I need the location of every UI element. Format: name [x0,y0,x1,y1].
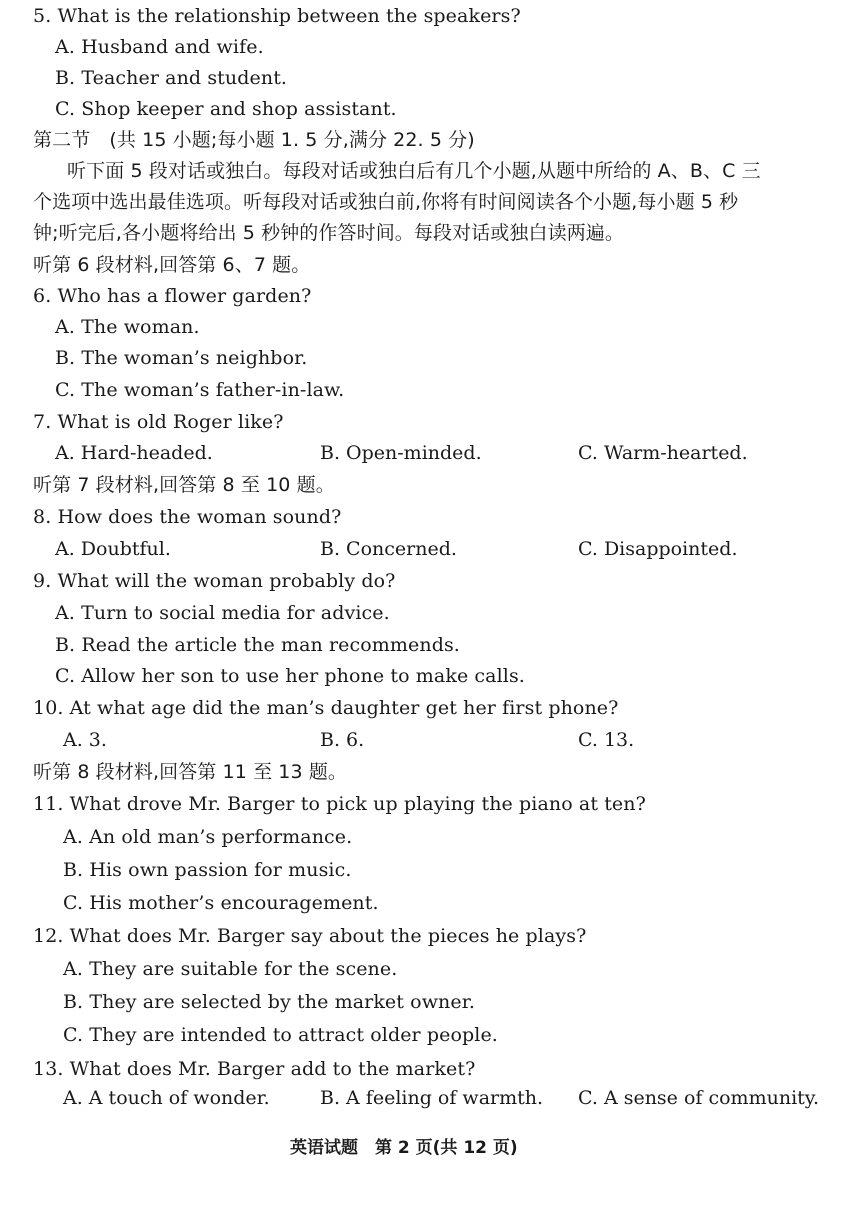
question-5-option-c: C. Shop keeper and shop assistant. [55,98,397,120]
question-7-stem: 7. What is old Roger like? [33,411,284,433]
question-5-option-a: A. Husband and wife. [55,36,264,58]
question-6-option-b: B. The woman’s neighbor. [55,347,308,369]
question-11-option-c: C. His mother’s encouragement. [63,892,379,914]
question-13-option-b: B. A feeling of warmth. [320,1087,544,1109]
question-6-stem: 6. Who has a flower garden? [33,285,312,307]
question-7-option-c: C. Warm-hearted. [578,442,748,464]
section-2-heading: 第二节 (共 15 小题;每小题 1. 5 分,满分 22. 5 分) [33,129,475,151]
question-7-option-a: A. Hard-headed. [55,442,213,464]
question-8-option-a: A. Doubtful. [55,538,171,560]
question-6-option-a: A. The woman. [55,316,200,338]
question-8-option-b: B. Concerned. [320,538,457,560]
question-12-option-b: B. They are selected by the market owner. [63,991,475,1013]
question-5-option-b: B. Teacher and student. [55,67,288,89]
question-11-option-a: A. An old man’s performance. [63,826,353,848]
question-12-option-a: A. They are suitable for the scene. [63,958,398,980]
material-7-instruction: 听第 7 段材料,回答第 8 至 10 题。 [33,474,335,496]
question-10-option-a: A. 3. [63,729,107,751]
question-13-stem: 13. What does Mr. Barger add to the market? [33,1058,476,1080]
question-10-stem: 10. At what age did the man’s daughter get her first phone? [33,697,619,719]
question-9-stem: 9. What will the woman probably do? [33,570,396,592]
question-7-option-b: B. Open-minded. [320,442,482,464]
question-9-option-c: C. Allow her son to use her phone to make calls. [55,665,525,687]
section-2-instructions-line-2: 个选项中选出最佳选项。听每段对话或独白前,你将有时间阅读各个小题,每小题 5 秒 [33,191,739,213]
question-8-option-c: C. Disappointed. [578,538,738,560]
question-9-option-a: A. Turn to social media for advice. [55,602,390,624]
question-9-option-b: B. Read the article the man recommends. [55,634,460,656]
question-5-stem: 5. What is the relationship between the speakers? [33,5,521,27]
section-2-instructions-line-1: 听下面 5 段对话或独白。每段对话或独白后有几个小题,从题中所给的 A、B、C 三 [67,160,761,182]
section-2-instructions-line-3: 钟;听完后,各小题将给出 5 秒钟的作答时间。每段对话或独白读两遍。 [33,222,625,244]
question-11-option-b: B. His own passion for music. [63,859,352,881]
question-13-option-c: C. A sense of community. [578,1087,820,1109]
material-6-instruction: 听第 6 段材料,回答第 6、7 题。 [33,254,311,276]
question-12-option-c: C. They are intended to attract older people. [63,1024,498,1046]
question-10-option-c: C. 13. [578,729,635,751]
question-10-option-b: B. 6. [320,729,365,751]
question-11-stem: 11. What drove Mr. Barger to pick up playing the piano at ten? [33,793,646,815]
question-8-stem: 8. How does the woman sound? [33,506,342,528]
question-6-option-c: C. The woman’s father-in-law. [55,379,345,401]
page-footer: 英语试题 第 2 页(共 12 页) [290,1138,518,1158]
question-12-stem: 12. What does Mr. Barger say about the pieces he plays? [33,925,587,947]
material-8-instruction: 听第 8 段材料,回答第 11 至 13 题。 [33,761,348,783]
question-13-option-a: A. A touch of wonder. [63,1087,270,1109]
